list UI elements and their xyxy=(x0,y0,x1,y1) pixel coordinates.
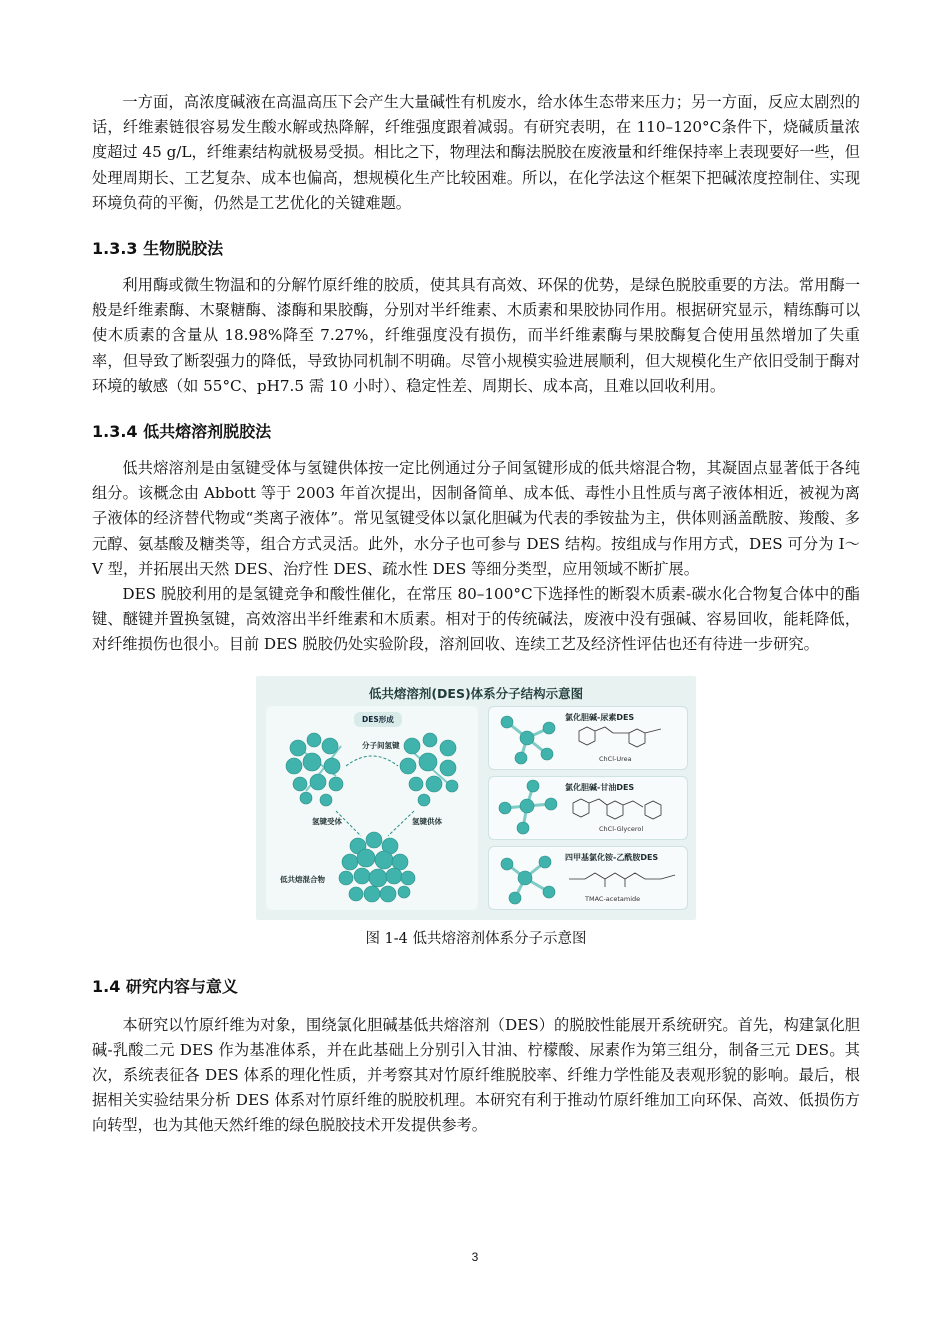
acceptor-label: 氢键受体 xyxy=(312,816,342,826)
structural-formula-icon xyxy=(565,795,683,823)
mixture-cluster xyxy=(339,832,415,902)
card-title: 氯化胆碱-甘油DES xyxy=(565,782,635,792)
des-formation-badge: DES形成 xyxy=(354,712,402,727)
des-examples-panel xyxy=(488,706,686,910)
acceptor-cluster xyxy=(286,733,343,806)
page-number: 3 xyxy=(471,1250,479,1264)
card-title: 四甲基氯化铵-乙酰胺DES xyxy=(565,852,659,862)
des-card-tmac-acetamide xyxy=(488,846,688,910)
des-formation-panel xyxy=(266,706,478,910)
heading-bio-degumming: 1.3.3 生物脱胶法 xyxy=(92,239,224,259)
donor-cluster xyxy=(400,733,458,806)
des-card-choline-glycerol xyxy=(488,776,688,840)
paragraph-des-definition: 低共熔溶剂是由氢键受体与氢键供体按一定比例通过分子间氢键形成的低共熔混合物，其凝固点显著低于各纯组分。该概念由 Abbott 等于 2003 年首次提出，因制备简单、成本低、毒性小且性质与离子液体相近，被视为离子液体的经济替代物或“类离子液体”。常见氢键受体以氯化胆碱为代表的季铵盐为主，供体则涵盖酰胺、羧酸、多元醇、氨基酸及糖类等，组合方式灵活。此外，水分子也可参与 DES 结构。按组成与作用方式，DES 可分为 I～V 型，并拓展出天然 DES、治疗性 DES、疏水性 DES 等细分类型，应用领域不断扩展。 xyxy=(92,459,860,578)
card-title: 氯化胆碱-尿素DES xyxy=(565,712,635,722)
heading-research-content: 1.4 研究内容与意义 xyxy=(92,976,238,996)
figure-title: 低共熔溶剂(DES)体系分子结构示意图 xyxy=(368,685,584,701)
figure-des-diagram xyxy=(256,676,696,920)
structural-formula-icon xyxy=(569,725,679,753)
mixture-label: 低共熔混合物 xyxy=(280,874,325,884)
page-body xyxy=(92,90,860,1139)
heading-des-degumming: 1.3.4 低共熔溶剂脱胶法 xyxy=(92,422,272,442)
paragraph-des-mechanism: DES 脱胶利用的是氢键竞争和酸性催化，在常压 80–100°C下选择性的断裂木质素-碳水化合物复合体中的酯键、醚键并置换氢键，高效溶出半纤维素和木质素。相对于的传统碱法，废液中没有强碱、容易回收，能耗降低，对纤维损伤也很小。目前 DES 脱胶仍处实验阶段，溶剂回收、连续工艺及经济性评估也还有待进一步研究。 xyxy=(92,585,860,654)
card-subtitle: ChCl-Glycerol xyxy=(599,824,644,833)
molecule-model-icon xyxy=(493,848,563,908)
paragraph-research-content: 本研究以竹原纤维为对象，围绕氯化胆碱基低共熔溶剂（DES）的脱胶性能展开系统研究。首先，构建氯化胆碱-乳酸二元 DES 作为基准体系，并在此基础上分别引入甘油、柠檬酸、尿素作为第三组分，制备三元 DES。其次，系统表征各 DES 体系的理化性质，并考察其对竹原纤维脱胶率、纤维力学性能及表观形貌的影响。最后，根据相关实验结果分析 DES 体系对竹原纤维的脱胶机理。本研究有利于推动竹原纤维加工向环保、高效、低损伤方向转型，也为其他天然纤维的绿色脱胶技术开发提供参考。 xyxy=(92,1015,860,1135)
figure-caption: 图 1-4 低共熔溶剂体系分子示意图 xyxy=(365,930,587,947)
card-subtitle: ChCl-Urea xyxy=(599,754,632,763)
hbond-label: 分子间氢键 xyxy=(362,740,400,750)
structural-formula-icon xyxy=(565,867,683,891)
paragraph-bio-degumming: 利用酶或微生物温和的分解竹原纤维的胶质，使其具有高效、环保的优势，是绿色脱胶重要的方法。常用酶一般是纤维素酶、木聚糖酶、漆酶和果胶酶，分别对半纤维素、木质素和果胶协同作用。根据研究显示，精练酶可以使木质素的含量从 18.98%降至 7.27%，纤维强度没有损伤，而半纤维素酶与果胶酶复合使用虽然增加了失重率，但导致了断裂强力的降低，导致协同机制不明确。尽管小规模实验进展顺利，但大规模化生产依旧受制于酶对环境的敏感（如 55°C、pH7.5 需 10 小时）、稳定性差、周期长、成本高，且难以回收利用。 xyxy=(92,276,860,395)
molecule-model-icon xyxy=(493,708,563,768)
paragraph-intro: 一方面，高浓度碱液在高温高压下会产生大量碱性有机废水，给水体生态带来压力；另一方面，反应太剧烈的话，纤维素链很容易发生酸水解或热降解，纤维强度跟着减弱。有研究表明，在 110–120°C条件下，烧碱质量浓度超过 45 g/L，纤维素结构就极易受损。相比之下，物理法和酶法脱胶在废液量和纤维保持率上表现要好一些，但处理周期长、工艺复杂、成本也偏高，想规模化生产比较困难。所以，在化学法这个框架下把碱浓度控制住、实现环境负荷的平衡，仍然是工艺优化的关键难题。 xyxy=(92,93,860,212)
des-card-choline-urea xyxy=(488,706,688,770)
donor-label: 氢键供体 xyxy=(412,816,442,826)
card-subtitle: TMAC-acetamide xyxy=(585,894,641,903)
figure-block xyxy=(92,676,860,948)
molecule-model-icon xyxy=(493,778,563,838)
